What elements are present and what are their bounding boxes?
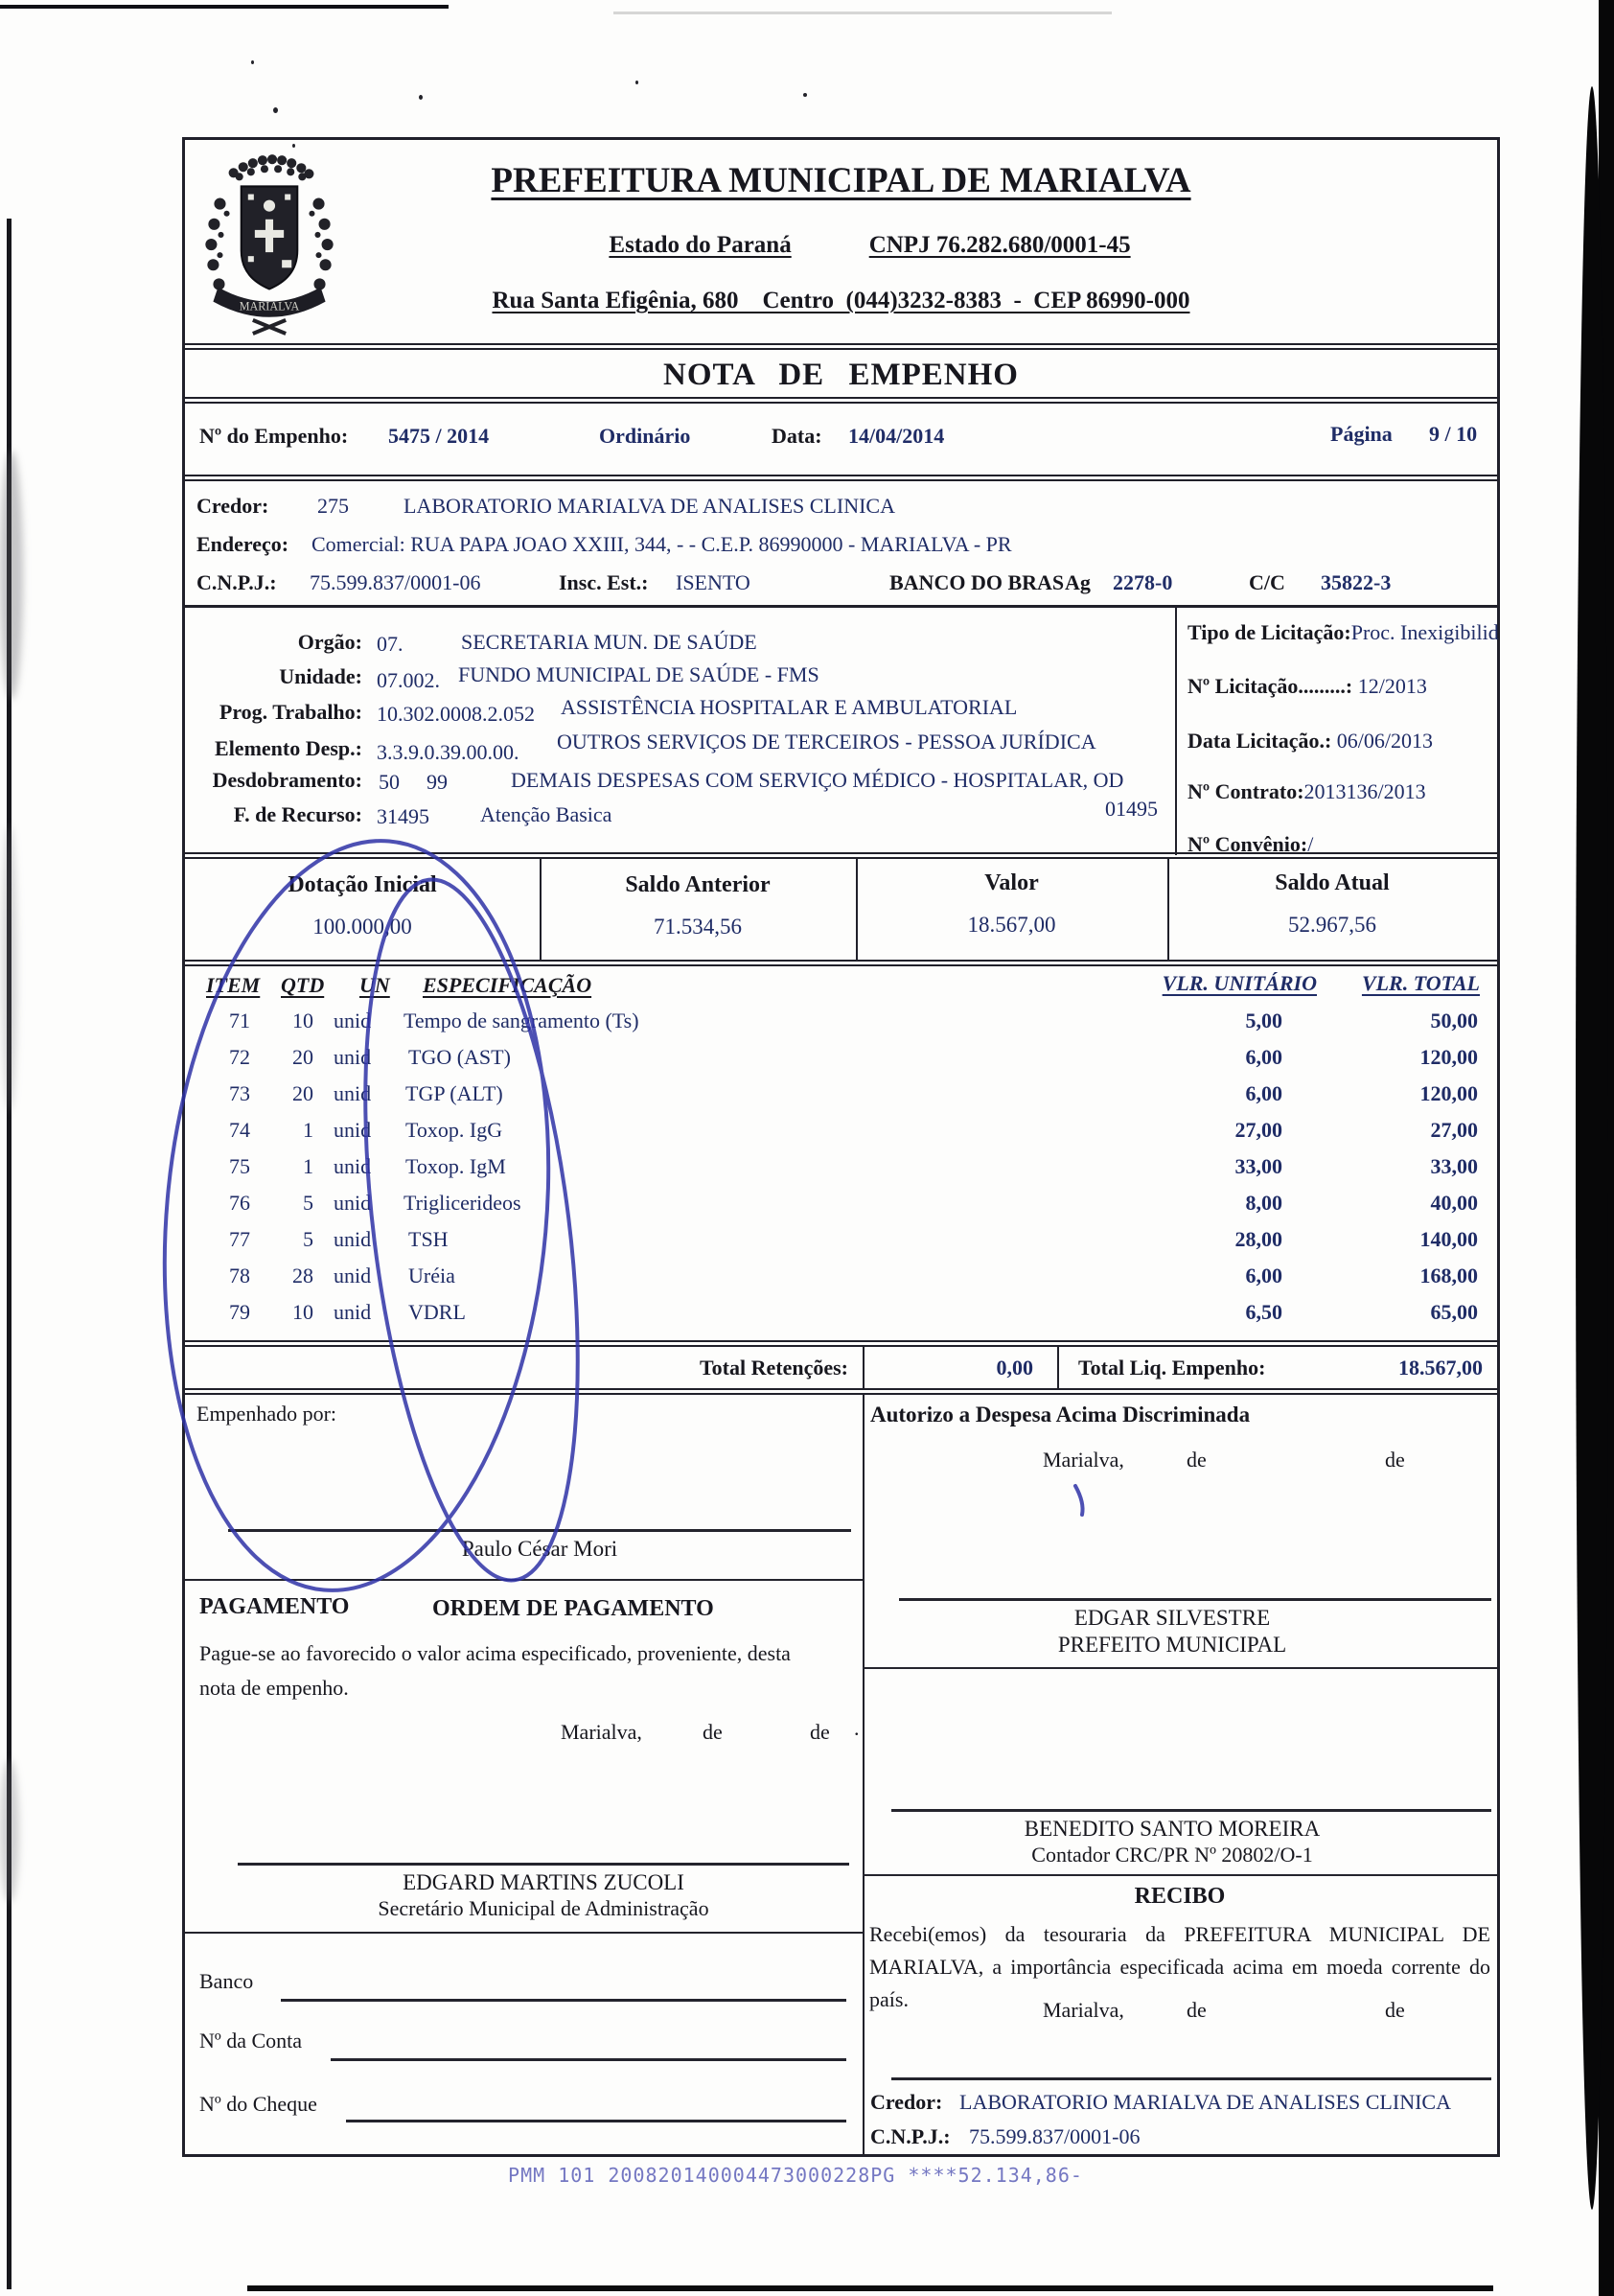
- item-num: 71: [229, 1009, 250, 1032]
- credor-block: [185, 475, 1497, 605]
- ink-speck: [803, 93, 807, 97]
- item-vlr-unitario: 28,00: [1234, 1227, 1282, 1251]
- item-espec: Uréia: [408, 1264, 455, 1287]
- contrato-label: Nº Contrato:: [1187, 779, 1304, 803]
- date-label: Data:: [772, 424, 822, 448]
- endereco-value: Comercial: RUA PAPA JOAO XXIII, 344, - - C.E.P. 86990000 - MARIALVA - PR: [311, 532, 1012, 556]
- pagamento-de2: de: [810, 1720, 830, 1744]
- item-qtd: 5: [303, 1227, 313, 1251]
- empenhado-signature-line: [228, 1529, 851, 1532]
- doc-title: NOTA DE EMPENHO: [663, 358, 1019, 392]
- elemento-desp-label: Elemento Desp.:: [215, 736, 362, 760]
- desdobramento-code: 50: [379, 770, 400, 794]
- item-num: 79: [229, 1300, 250, 1324]
- pagamento-title: PAGAMENTO: [199, 1594, 350, 1619]
- orgao-label: Orgão:: [297, 630, 362, 654]
- ink-speck: [251, 60, 254, 64]
- item-vlr-total: 33,00: [1430, 1154, 1478, 1178]
- item-un: unid: [334, 1191, 372, 1215]
- ink-speck: [635, 81, 638, 84]
- conta-fill-line: [331, 2058, 846, 2061]
- item-vlr-unitario: 27,00: [1234, 1118, 1282, 1142]
- fonte-recurso-code: 31495: [377, 804, 429, 828]
- tipo-licitacao-value: Proc. Inexigibilid: [1350, 620, 1499, 644]
- conta-corrente-value: 35822-3: [1321, 570, 1392, 594]
- cnpj-value: 75.599.837/0001-06: [310, 570, 481, 594]
- logo-banner-text: MARIALVA: [239, 299, 300, 313]
- item-qtd: 5: [303, 1191, 313, 1215]
- budget-block: [185, 605, 1499, 856]
- page-label: Página: [1330, 422, 1393, 446]
- contador-name: BENEDITO SANTO MOREIRA: [1024, 1817, 1321, 1841]
- agencia-value: 2278-0: [1113, 570, 1173, 594]
- form-header: [185, 140, 1497, 343]
- unidade-label: Unidade:: [279, 664, 362, 688]
- cc-label: C/C: [1249, 570, 1285, 594]
- prefeito-title: PREFEITO MUNICIPAL: [1057, 1633, 1287, 1657]
- item-row: [185, 1155, 1497, 1192]
- total-retencoes-value: 0,00: [996, 1356, 1033, 1380]
- totals-row: [185, 1340, 1497, 1395]
- credor-code: 275: [317, 494, 349, 518]
- desdobramento-label: Desdobramento:: [212, 768, 362, 792]
- item-qtd: 10: [292, 1300, 313, 1324]
- item-un: unid: [334, 1300, 372, 1324]
- empenhado-por-label: Empenhado por:: [196, 1402, 337, 1426]
- item-qtd: 10: [292, 1009, 313, 1032]
- pague-se-text: Pague-se ao favorecido o valor acima especificado, proveniente, desta nota de empenho.: [199, 1641, 791, 1700]
- item-vlr-unitario: 6,00: [1245, 1045, 1282, 1069]
- secretario-title: Secretário Municipal de Administração: [378, 1896, 709, 1920]
- saldo-atual-header: Saldo Atual: [1275, 870, 1390, 895]
- header-state-row: [242, 232, 1497, 259]
- item-un: unid: [334, 1118, 372, 1142]
- item-row: [185, 1046, 1497, 1082]
- scan-smudge: [2, 824, 17, 1112]
- pagamento-dot: .: [854, 1716, 860, 1740]
- items-table: [185, 966, 1497, 1340]
- item-un: unid: [334, 1264, 372, 1287]
- unidade-code: 07.002.: [377, 668, 440, 692]
- num-licitacao-label: Nº Licitação.........:: [1187, 674, 1353, 698]
- pagamento-de1: de: [703, 1720, 723, 1744]
- desdobramento-code2: 99: [427, 770, 448, 794]
- recibo-de2: de: [1385, 1998, 1405, 2022]
- empenho-date: 14/04/2014: [848, 424, 945, 448]
- item-espec: TGO (AST): [408, 1045, 511, 1069]
- item-num: 72: [229, 1045, 250, 1069]
- org-title: PREFEITURA MUNICIPAL DE MARIALVA: [491, 161, 1191, 200]
- pagamento-city: Marialva,: [561, 1720, 642, 1744]
- empenho-number: 5475 / 2014: [388, 424, 490, 448]
- item-row: [185, 1009, 1497, 1046]
- scan-smudge: [0, 1759, 19, 1903]
- recibo-text: Recebi(emos) da tesouraria da PREFEITURA MUNICIPAL DE MARIALVA, a importância especificada acima em moeda corrente do país.: [869, 1922, 1490, 2011]
- banco-label: Banco: [199, 1969, 254, 1993]
- item-vlr-unitario: 6,50: [1245, 1300, 1282, 1324]
- agencia-label: Ag: [1065, 570, 1091, 594]
- item-vlr-unitario: 6,00: [1245, 1264, 1282, 1287]
- secretario-signature-line: [238, 1863, 849, 1866]
- credor-footer-cnpj-label: C.N.P.J.:: [870, 2124, 951, 2148]
- nota-de-empenho-form: [182, 137, 1500, 2157]
- item-row: [185, 1119, 1497, 1155]
- num-conta-label: Nº da Conta: [199, 2029, 303, 2052]
- prog-trabalho-code: 10.302.0008.2.052: [377, 702, 535, 726]
- col-header-item: ITEM: [206, 973, 261, 997]
- saldo-anterior-value: 71.534,56: [654, 915, 742, 939]
- licitacao-divider: [1175, 608, 1177, 855]
- banco-nome-label: BANCO DO BRAS: [889, 570, 1065, 594]
- data-licitacao-label: Data Licitação.:: [1187, 729, 1332, 753]
- item-qtd: 20: [292, 1081, 313, 1105]
- item-espec: VDRL: [408, 1300, 466, 1324]
- item-qtd: 1: [303, 1118, 313, 1142]
- contador-title: Contador CRC/PR Nº 20802/O-1: [1031, 1843, 1313, 1867]
- num-cheque-label: Nº do Cheque: [199, 2092, 317, 2116]
- scan-streak-top: [613, 12, 1112, 14]
- empenho-type: Ordinário: [599, 424, 691, 448]
- saldo-table: [185, 852, 1497, 966]
- saldo-anterior-header: Saldo Anterior: [625, 872, 771, 897]
- left-section-divider-2: [185, 1932, 863, 1934]
- num-licitacao-row: [1187, 675, 1427, 699]
- totals-divider-2: [1057, 1347, 1059, 1388]
- item-un: unid: [334, 1081, 372, 1105]
- header-address-row: [185, 288, 1497, 314]
- lower-grid: [185, 1395, 1497, 2157]
- empenho-number-label: Nº do Empenho:: [199, 424, 349, 448]
- item-espec: TSH: [408, 1227, 449, 1251]
- insc-est-value: ISENTO: [676, 570, 750, 594]
- secretario-name: EDGARD MARTINS ZUCOLI: [403, 1870, 684, 1894]
- item-num: 75: [229, 1154, 250, 1178]
- ordem-pagamento-title: ORDEM DE PAGAMENTO: [432, 1596, 714, 1621]
- item-espec: Toxop. IgM: [405, 1154, 506, 1178]
- prog-trabalho-label: Prog. Trabalho:: [219, 700, 362, 724]
- item-un: unid: [334, 1154, 372, 1178]
- item-vlr-total: 50,00: [1430, 1009, 1478, 1032]
- item-vlr-unitario: 8,00: [1245, 1191, 1282, 1215]
- item-vlr-total: 65,00: [1430, 1300, 1478, 1324]
- num-licitacao-value: 12/2013: [1357, 674, 1427, 698]
- tipo-licitacao-label: Tipo de Licitação:: [1187, 620, 1351, 644]
- header-title-row: [185, 161, 1497, 200]
- item-vlr-total: 120,00: [1419, 1081, 1478, 1105]
- unidade-desc: FUNDO MUNICIPAL DE SAÚDE - FMS: [458, 662, 819, 686]
- scan-edge-bottom: [247, 2285, 1493, 2291]
- totals-divider-1: [863, 1347, 865, 1388]
- item-num: 77: [229, 1227, 250, 1251]
- item-vlr-unitario: 5,00: [1245, 1009, 1282, 1032]
- recibo-city: Marialva,: [1043, 1998, 1124, 2022]
- insc-est-label: Insc. Est.:: [559, 570, 649, 594]
- item-row: [185, 1228, 1497, 1264]
- fonte-recurso-extra: 01495: [1105, 797, 1158, 821]
- item-num: 78: [229, 1264, 250, 1287]
- right-section-divider-2: [863, 1874, 1497, 1876]
- item-vlr-total: 120,00: [1419, 1045, 1478, 1069]
- page-number: 9 / 10: [1429, 422, 1478, 446]
- convenio-label: Nº Convênio:: [1187, 832, 1308, 856]
- item-qtd: 1: [303, 1154, 313, 1178]
- contrato-row: [1187, 780, 1426, 804]
- scan-smudge: [0, 451, 23, 700]
- item-espec: Triglicerideos: [404, 1191, 521, 1215]
- col-header-vlr-unitario: VLR. UNITÁRIO: [1162, 971, 1317, 995]
- item-num: 74: [229, 1118, 250, 1142]
- elemento-desp-desc: OUTROS SERVIÇOS DE TERCEIROS - PESSOA JURÍDICA: [557, 730, 1096, 754]
- item-num: 73: [229, 1081, 250, 1105]
- contrato-value: 2013136/2013: [1303, 779, 1426, 803]
- cnpj-label: C.N.P.J.:: [196, 570, 277, 594]
- fonte-recurso-desc: Atenção Basica: [480, 802, 612, 826]
- data-licitacao-value: 06/06/2013: [1336, 729, 1434, 753]
- recibo-title: RECIBO: [1134, 1884, 1226, 1909]
- item-vlr-unitario: 6,00: [1245, 1081, 1282, 1105]
- col-header-espec: ESPECIFICAÇÃO: [423, 973, 592, 997]
- autorizo-title: Autorizo a Despesa Acima Discriminada: [870, 1403, 1251, 1426]
- autorizo-city: Marialva,: [1043, 1448, 1124, 1472]
- total-liq-value: 18.567,00: [1398, 1356, 1483, 1380]
- elemento-desp-code: 3.3.9.0.39.00.00.: [377, 740, 519, 764]
- desdobramento-desc: DEMAIS DESPESAS COM SERVIÇO MÉDICO - HOSPITALAR, OD: [511, 768, 1124, 792]
- credor-label: Credor:: [196, 494, 269, 518]
- doc-title-bar: [185, 343, 1497, 404]
- total-retencoes-label: Total Retenções:: [700, 1356, 848, 1380]
- item-qtd: 28: [292, 1264, 313, 1287]
- autorizo-de1: de: [1187, 1448, 1207, 1472]
- right-section-divider-1: [863, 1667, 1497, 1669]
- item-row: [185, 1082, 1497, 1119]
- item-vlr-total: 40,00: [1430, 1191, 1478, 1215]
- item-num: 76: [229, 1191, 250, 1215]
- item-vlr-total: 168,00: [1419, 1264, 1478, 1287]
- scan-edge-top: [0, 5, 449, 9]
- credor-footer-label: Credor:: [870, 2090, 943, 2114]
- tipo-licitacao-row: [1187, 621, 1499, 645]
- scan-band-right-bulge: [1576, 86, 1608, 2210]
- item-vlr-unitario: 33,00: [1234, 1154, 1282, 1178]
- item-vlr-total: 140,00: [1419, 1227, 1478, 1251]
- ink-speck: [419, 95, 423, 100]
- item-vlr-total: 27,00: [1430, 1118, 1478, 1142]
- item-row: [185, 1301, 1497, 1337]
- col-header-qtd: QTD: [281, 973, 325, 997]
- col-header-vlr-total: VLR. TOTAL: [1361, 971, 1480, 995]
- credor-footer-line: [891, 2077, 1491, 2080]
- convenio-value: /: [1307, 832, 1314, 856]
- recibo-de1: de: [1187, 1998, 1207, 2022]
- org-address: Rua Santa Efigênia, 680 Centro (044)3232-8383 - CEP 86990-000: [492, 288, 1190, 313]
- dotacao-inicial-value: 100.000,00: [312, 915, 412, 939]
- dotacao-inicial-header: Dotação Inicial: [288, 872, 437, 897]
- item-un: unid: [334, 1045, 372, 1069]
- item-espec: TGP (ALT): [405, 1081, 503, 1105]
- credor-footer-name: LABORATORIO MARIALVA DE ANALISES CLINICA: [959, 2090, 1451, 2114]
- item-row: [185, 1264, 1497, 1301]
- autorizo-de2: de: [1385, 1448, 1405, 1472]
- state-label: Estado do Paraná: [609, 232, 792, 258]
- col-header-un: UN: [359, 973, 390, 997]
- empenho-row: [185, 404, 1497, 475]
- item-row: [185, 1192, 1497, 1228]
- valor-value: 18.567,00: [967, 913, 1056, 937]
- credor-name: LABORATORIO MARIALVA DE ANALISES CLINICA: [404, 494, 895, 518]
- valor-header: Valor: [984, 870, 1039, 895]
- saldo-atual-value: 52.967,56: [1288, 913, 1376, 937]
- contador-signature-line: [891, 1809, 1491, 1812]
- orgao-desc: SECRETARIA MUN. DE SAÚDE: [461, 630, 757, 654]
- org-cnpj: CNPJ 76.282.680/0001-45: [868, 232, 1131, 258]
- item-un: unid: [334, 1227, 372, 1251]
- banco-fill-line: [281, 1999, 846, 2002]
- prog-trabalho-desc: ASSISTÊNCIA HOSPITALAR E AMBULATORIAL: [561, 695, 1018, 719]
- cheque-fill-line: [346, 2120, 846, 2122]
- endereco-label: Endereço:: [196, 532, 289, 556]
- item-un: unid: [334, 1009, 372, 1032]
- item-espec: Tempo de sangramento (Ts): [404, 1009, 639, 1032]
- fonte-recurso-label: F. de Recurso:: [233, 802, 362, 826]
- dot-matrix-footer-code: PMM 101 200820140004473000228PG ****52.134,86-: [508, 2164, 1083, 2187]
- item-qtd: 20: [292, 1045, 313, 1069]
- credor-footer-cnpj-value: 75.599.837/0001-06: [969, 2124, 1141, 2148]
- total-liq-label: Total Liq. Empenho:: [1078, 1356, 1266, 1380]
- prefeito-signature-line: [899, 1598, 1491, 1601]
- ink-speck: [273, 107, 278, 113]
- orgao-code: 07.: [377, 632, 404, 656]
- item-espec: Toxop. IgG: [405, 1118, 503, 1142]
- empenhado-name: Paulo César Mori: [461, 1537, 618, 1561]
- lower-center-divider: [863, 1395, 865, 2157]
- prefeito-name: EDGAR SILVESTRE: [1073, 1606, 1271, 1630]
- left-section-divider-1: [185, 1579, 863, 1581]
- data-licitacao-row: [1187, 730, 1433, 754]
